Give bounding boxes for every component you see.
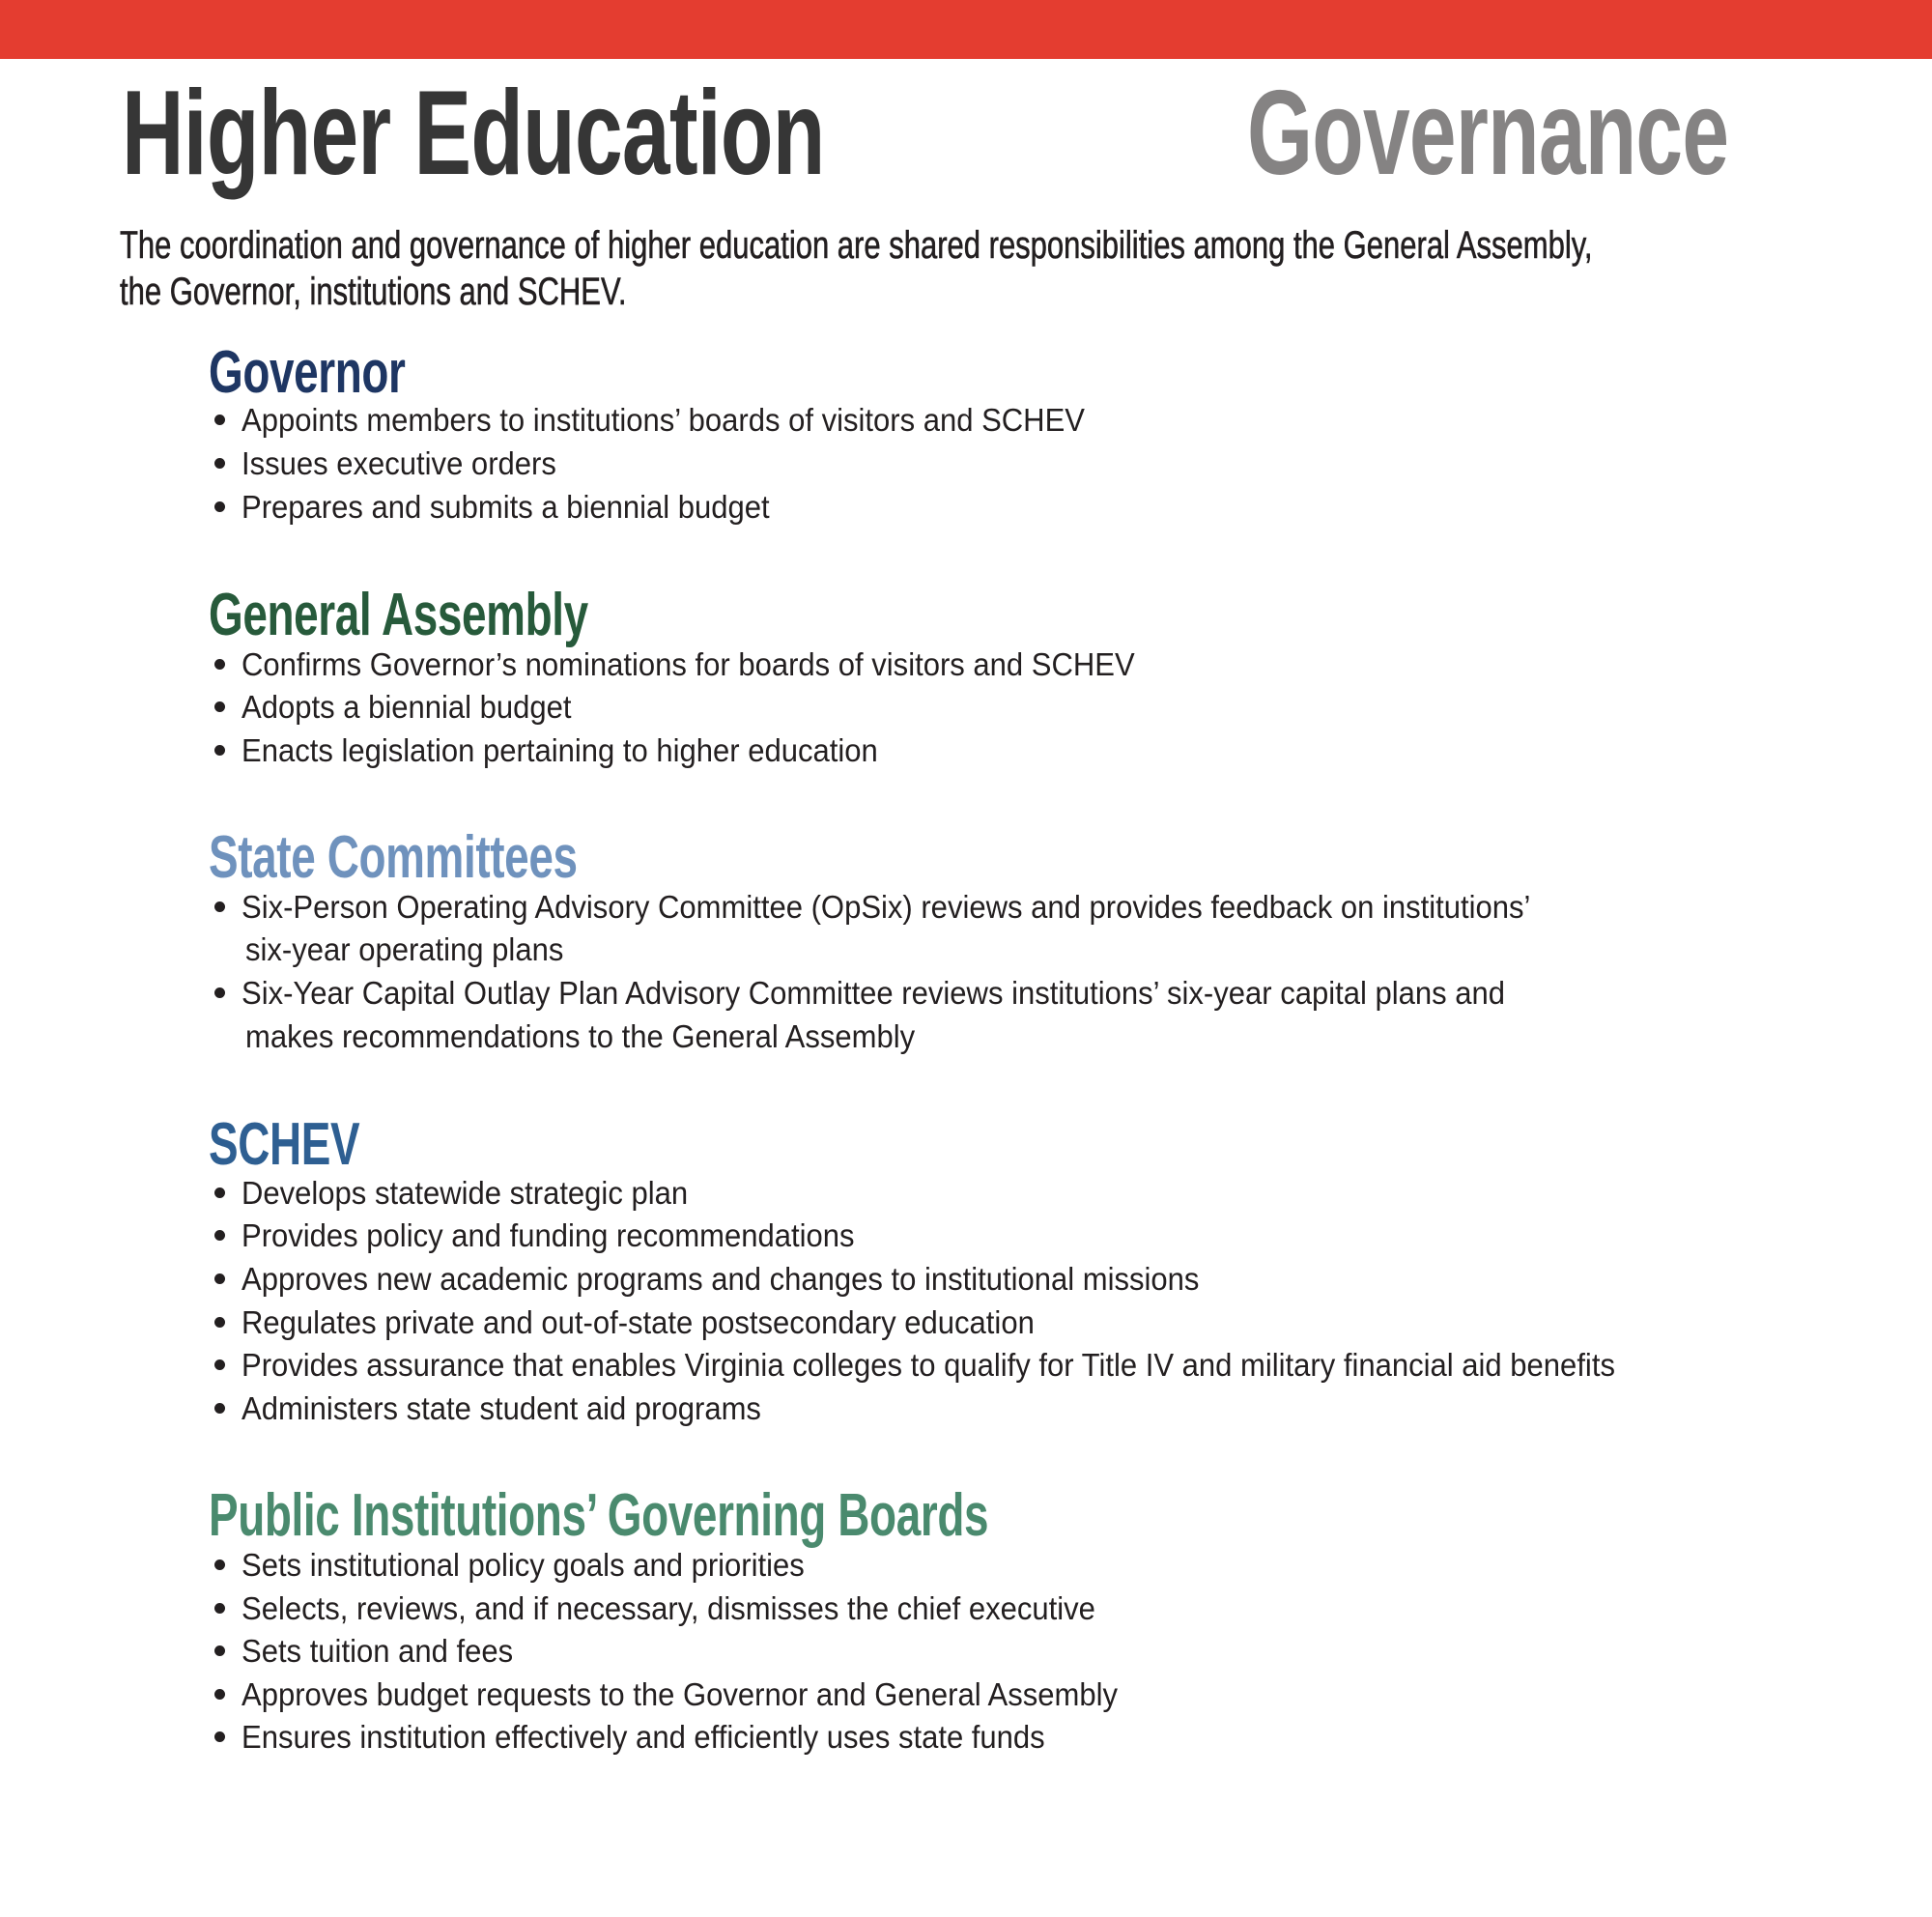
intro-text-line-1: The coordination and governance of higher education are shared responsibilities among the General Assembly, — [120, 224, 1593, 267]
list-item-text: Selects, reviews, and if necessary, dismisses the chief executive — [242, 1590, 1095, 1626]
list-item-text: Provides policy and funding recommendations — [242, 1217, 855, 1253]
list-item-text: Sets institutional policy goals and priorities — [242, 1547, 805, 1583]
list-item-text: Appoints members to institutions’ boards of visitors and SCHEV — [242, 402, 1085, 438]
bullet-icon — [214, 701, 225, 712]
list-item-text-continuation: makes recommendations to the General Assembly — [245, 1018, 916, 1054]
bullet-icon — [214, 458, 225, 469]
section-heading-governor: Governor — [209, 339, 406, 406]
bullet-icon — [214, 987, 225, 998]
top-accent-bar — [0, 0, 1932, 59]
intro-text-line-2: the Governor, institutions and SCHEV. — [120, 271, 627, 313]
list-item-text: Adopts a biennial budget — [242, 689, 572, 725]
list-item-text: Confirms Governor’s nominations for boards of visitors and SCHEV — [242, 646, 1135, 682]
bullet-icon — [214, 1645, 225, 1656]
list-item-text: Sets tuition and fees — [242, 1633, 514, 1669]
list-item-text: Six-Year Capital Outlay Plan Advisory Committee reviews institutions’ six-year capital plans and — [242, 975, 1506, 1011]
bullet-icon — [214, 1317, 225, 1328]
page-title-secondary: Governance — [1247, 67, 1729, 200]
bullet-icon — [214, 501, 225, 512]
page-title-primary: Higher Education — [122, 67, 825, 200]
bullet-icon — [214, 659, 225, 670]
section-heading-general-assembly: General Assembly — [209, 582, 588, 648]
list-item-text: Regulates private and out-of-state postsecondary education — [242, 1304, 1035, 1340]
list-item-text-continuation: six-year operating plans — [245, 931, 564, 967]
bullet-icon — [214, 1359, 225, 1370]
section-heading-state-committees: State Committees — [209, 824, 578, 891]
bullet-icon — [214, 901, 225, 912]
bullet-icon — [214, 1230, 225, 1241]
list-item-text: Ensures institution effectively and efficiently uses state funds — [242, 1719, 1045, 1755]
bullet-icon — [214, 1559, 225, 1570]
bullet-icon — [214, 1689, 225, 1700]
bullet-icon — [214, 1187, 225, 1198]
list-item-text: Enacts legislation pertaining to higher education — [242, 732, 878, 768]
list-item-text: Develops statewide strategic plan — [242, 1175, 689, 1211]
list-item-text: Approves new academic programs and changes to institutional missions — [242, 1261, 1200, 1297]
list-item-text: Provides assurance that enables Virginia colleges to qualify for Title IV and military financial aid benefits — [242, 1347, 1615, 1383]
section-heading-schev: SCHEV — [209, 1111, 360, 1178]
bullet-icon — [214, 1403, 225, 1414]
bullet-icon — [214, 1603, 225, 1614]
bullet-icon — [214, 1273, 225, 1284]
list-item-text: Six-Person Operating Advisory Committee (OpSix) reviews and provides feedback on institutions’ — [242, 889, 1531, 925]
section-heading-public-institutions: Public Institutions’ Governing Boards — [209, 1482, 989, 1549]
list-item-text: Approves budget requests to the Governor and General Assembly — [242, 1676, 1119, 1712]
list-item-text: Prepares and submits a biennial budget — [242, 489, 770, 525]
bullet-icon — [214, 745, 225, 756]
list-item-text: Issues executive orders — [242, 445, 556, 481]
list-item-text: Administers state student aid programs — [242, 1390, 761, 1426]
bullet-icon — [214, 415, 225, 425]
bullet-icon — [214, 1731, 225, 1742]
